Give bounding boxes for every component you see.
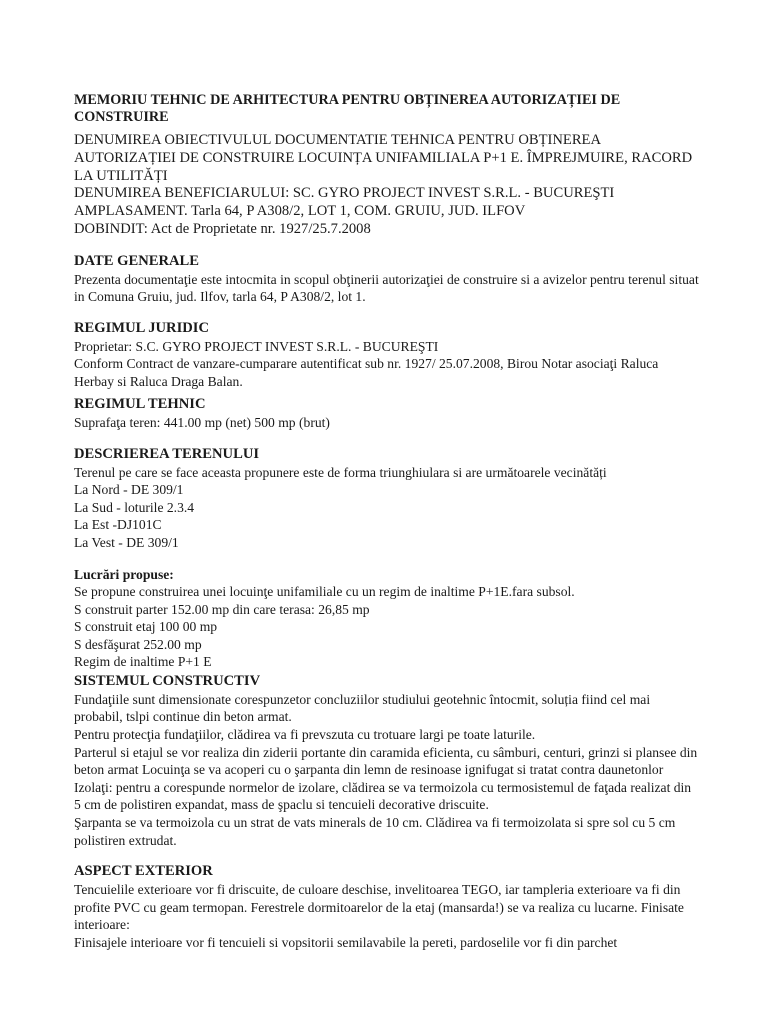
construction-paragraph: Parterul si etajul se vor realiza din ziderii portante din caramida eficienta, cu sâmburi, centuri, grinzi si plansee din beton armat Locuinţa se va acoperi cu o şarpanta din lemn de resinoase ignifugat si tratat contra daunetonlor [74,744,698,778]
construction-paragraph: Fundaţiile sunt dimensionate corespunzetor concluziilor studiului geotehnic întocmit, soluția fiind cel mai probabil, tslpi continue din beton armat. [74,691,651,725]
contract: Conform Contract de vanzare-cumparare autentificat sub nr. 1927/ 25.07.2008, Birou Notar asociaţi Raluca Herbay si Raluca Draga Balan. [74,356,659,389]
proposed-work-line: Regim de inaltime P+1 E [74,654,212,670]
land-area: Suprafaţa teren: 441.00 mp (net) 500 mp (brut) [74,415,330,431]
lucrari-propuse-block [74,583,700,671]
sistemul-constructiv-block [74,691,700,849]
proposed-work-line: S construit etaj 100 00 mp [74,619,218,635]
neighbor-north: La Nord - DE 309/1 [74,482,184,498]
exterior-paragraph: Tencuielile exterioare vor fi driscuite, de culoare deschise, invelitoarea TEGO, iar tampleria exterioare va fi din profite PVC cu geam termopan. Ferestrele dormitoarelor de la etaj (mansarda!) se va realiza cu lucarne. Finisate interioare: [74,882,684,933]
document-body [74,92,700,951]
section-heading-regimul-juridic: REGIMUL JURIDIC [74,319,210,336]
aspect-exterior-block [74,881,700,951]
section-heading-sistemul-constructiv: SISTEMUL CONSTRUCTIV [74,673,261,690]
land-description: Terenul pe care se face aceasta propunere este de forma triunghiulara si are următoarele vecinătăți [74,464,607,480]
construction-paragraph: Izolaţi: pentru a corespunde normelor de izolare, clădirea se va termoizola cu termosistemul de faţada realizat din 5 cm de polistiren expandat, mass de şpaclu si tencuieli decorative driscuite. [74,779,692,813]
objective-name: DENUMIREA OBIECTIVULUL DOCUMENTATIE TEHNICA PENTRU OBȚINEREA AUTORIZAȚIEI DE CONSTRUIRE LOCUINȚA UNIFAMILIALA P+1 E. ÎMPREJMUIRE, RACORD LA UTILITĂȚI [74,132,693,184]
regimul-juridic-block [74,338,700,391]
construction-paragraph: Pentru protecţia fundaţiilor, clădirea va fi prevszuta cu trotuare largi pe toate laturile. [74,727,536,743]
section-heading-regimul-tehnic: REGIMUL TEHNIC [74,396,206,413]
exterior-paragraph: Finisajele interioare vor fi tencuieli si vopsitorii semilavabile la pereti, pardoselile vor fi din parchet [74,934,618,950]
neighbor-south: La Sud - loturile 2.3.4 [74,499,195,515]
section-heading-date-generale: DATE GENERALE [74,252,200,269]
intro-block [74,132,700,239]
owner: Proprietar: S.C. GYRO PROJECT INVEST S.R.L. - BUCUREŞTI [74,338,439,354]
construction-paragraph: Şarpanta se va termoizola cu un strat de vats minerals de 10 cm. Clădirea va fi termoizolata si spre sol cu 5 cm polistiren extrudat. [74,815,676,848]
section-heading-descrierea-terenului: DESCRIEREA TERENULUI [74,445,260,462]
proposed-work-line: S construit parter 152.00 mp din care terasa: 26,85 mp [74,601,370,617]
beneficiary: DENUMIREA BENEFICIARULUI: SC. GYRO PROJECT INVEST S.R.L. - BUCUREŞTI [74,185,615,202]
descrierea-terenului-block [74,464,700,552]
acquired-by: DOBINDIT: Act de Proprietate nr. 1927/25.7.2008 [74,220,371,237]
proposed-work-line: Se propune construirea unei locuinţe unifamiliale cu un regim de inaltime P+1E.fara subsol. [74,584,575,600]
location: AMPLASAMENT. Tarla 64, P A308/2, LOT 1, COM. GRUIU, JUD. ILFOV [74,203,526,220]
proposed-work-line: S desfăşurat 252.00 mp [74,636,202,652]
document-title: MEMORIU TEHNIC DE ARHITECTURA PENTRU OBȚINEREA AUTORIZAȚIEI DE CONSTRUIRE [74,92,621,125]
section-heading-aspect-exterior: ASPECT EXTERIOR [74,863,213,880]
date-generale-text: Prezenta documentaţie este intocmita in scopul obţinerii autorizaţiei de construire si a avizelor pentru terenul situat in Comuna Gruiu, jud. Ilfov, tarla 64, P A308/2, lot 1. [74,271,699,305]
neighbor-east: La Est -DJ101C [74,517,162,533]
section-heading-lucrari-propuse: Lucrări propuse: [74,566,174,582]
neighbor-west: La Vest - DE 309/1 [74,534,179,550]
